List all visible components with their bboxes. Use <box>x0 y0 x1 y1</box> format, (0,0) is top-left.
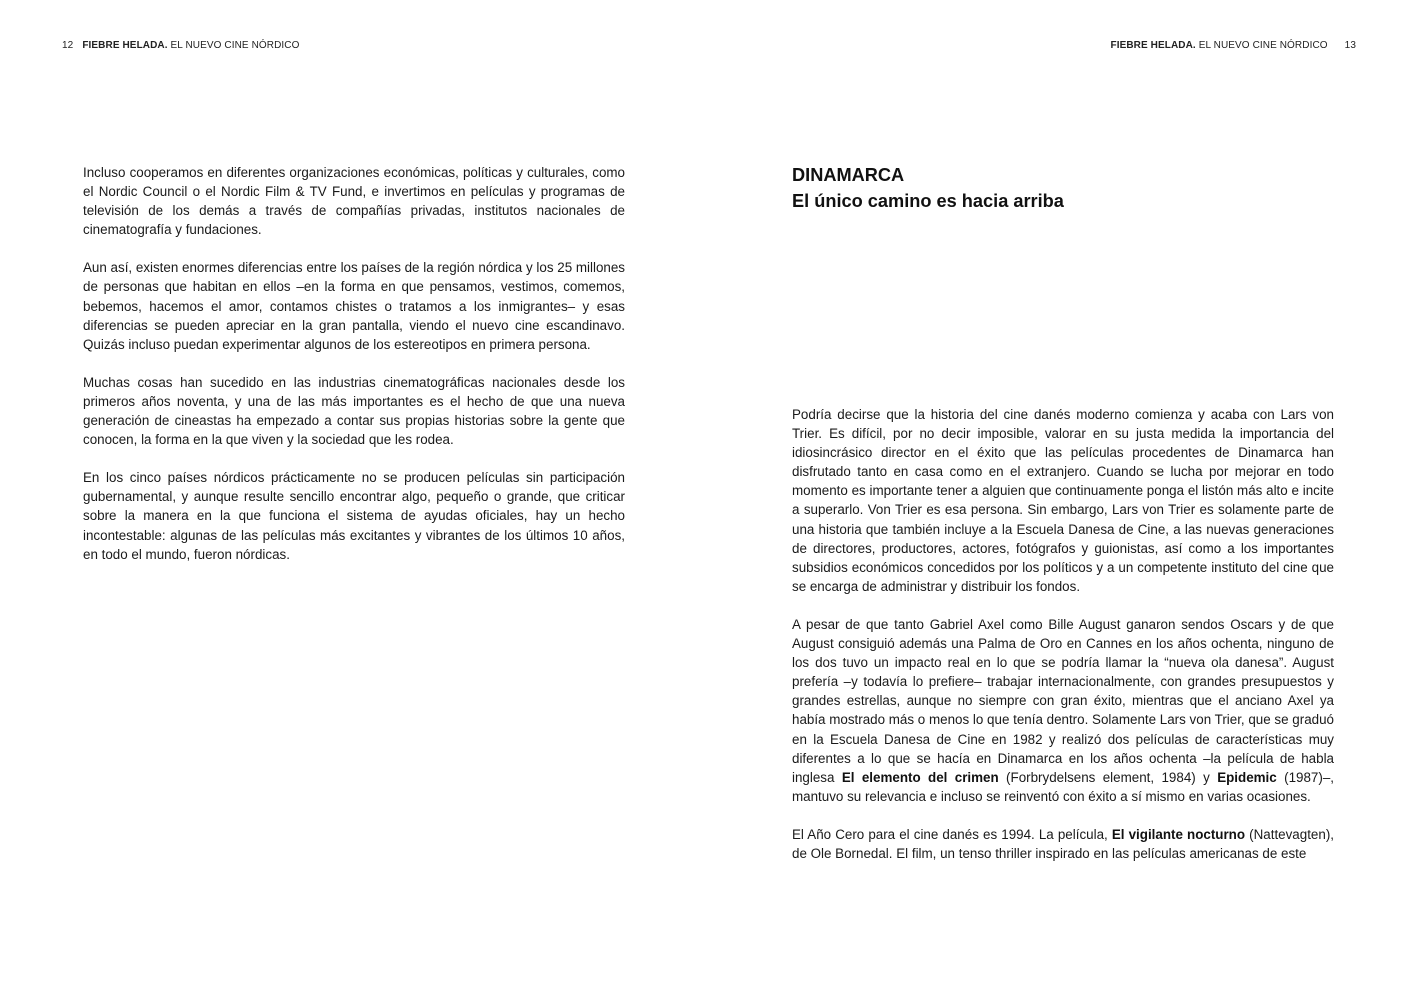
section-heading <box>792 163 1064 214</box>
book-title: FIEBRE HELADA. <box>82 40 168 51</box>
paragraph: Aun así, existen enormes diferencias entre los países de la región nórdica y los 25 millones de personas que habitan en ellos –en la forma en que pensamos, vestimos, comemos, bebemos, hacemos el amor, contamos chistes o tratamos a los inmigrantes– y esas diferencias se pueden apreciar en la gran pantalla, viendo el nuevo cine escandinavo. Quizás incluso puedan experimentar algunos de los estereotipos en primera persona. <box>83 260 625 352</box>
text-run: (1987)–, mantuvo su relevancia e incluso se reinventó con éxito a sí mismo en varias ocasiones. <box>792 769 1334 804</box>
text-run: (Forbrydelsens element, 1984) y <box>998 769 1218 785</box>
paragraph: En los cinco países nórdicos prácticamente no se producen películas sin participación gubernamental, y aunque resulte sencillo encontrar algo, pequeño o grande, que criticar sobre la manera en la que funciona el sistema de ayudas oficiales, hay un hecho incontestable: algunas de las películas más excitantes y vibrantes de los últimos 10 años, en todo el mundo, fueron nórdicas. <box>83 470 625 562</box>
page-number: 12 <box>62 40 74 51</box>
left-page-body <box>83 163 625 583</box>
paragraph: Podría decirse que la historia del cine danés moderno comienza y acaba con Lars von Trier. Es difícil, por no decir imposible, valorar en su justa medida la importancia del idiosincrásico director en el éxito que las películas procedentes de Dinamarca han disfrutado tanto en casa como en el extranjero. Cuando se lucha por mejorar en todo momento es importante tener a alguien que continuamente ponga el listón más alto e incite a superarlo. Von Trier es esa persona. Sin embargo, Lars von Trier es solamente parte de una historia que también incluye a la Escuela Danesa de Cine, a las nuevas generaciones de directores, productores, actores, fotógrafos y guionistas, así como a los importantes subsidios económicos concedidos por los políticos y a un competente instituto del cine que se encarga de administrar y distribuir los fondos. <box>792 407 1334 594</box>
book-title: FIEBRE HELADA. <box>1110 40 1196 51</box>
paragraph <box>792 825 1334 863</box>
page-number: 13 <box>1344 40 1356 51</box>
film-title: Epidemic <box>1217 769 1277 785</box>
text-run: A pesar de que tanto Gabriel Axel como Bille August ganaron sendos Oscars y de que August consiguió además una Palma de Oro en Cannes en los años ochenta, ninguno de los dos tuvo un impacto real en lo que se podría llamar la “nueva ola danesa”. August prefería –y todavía lo prefiere– trabajar internacionalmente, con grandes presupuestos y grandes estrellas, aunque no siempre con gran éxito, mientras que el anciano Axel ya había mostrado más o menos lo que tenía dentro. Solamente Lars von Trier, que se graduó en la Escuela Danesa de Cine en 1982 y realizó dos películas de características muy diferentes a lo que se hacía en Dinamarca en los años ochenta –la película de habla inglesa <box>792 616 1334 785</box>
right-page-body <box>792 405 1334 882</box>
text-run: El Año Cero para el cine danés es 1994. La película, <box>792 826 1112 842</box>
section-subtitle: El único camino es hacia arriba <box>792 190 1064 211</box>
film-title: El elemento del crimen <box>841 769 999 785</box>
film-title: El vigilante nocturno <box>1111 826 1246 842</box>
paragraph: Muchas cosas han sucedido en las industrias cinematográficas nacionales desde los primeros años noventa, y una de las más importantes es el hecho de que una nueva generación de cineastas ha empezado a contar sus propias historias sobre la gente que conocen, la forma en la que viven y la sociedad que les rodea. <box>83 374 625 448</box>
section-title: DINAMARCA <box>792 165 905 185</box>
book-subtitle: EL NUEVO CINE NÓRDICO <box>170 40 300 51</box>
paragraph <box>792 615 1334 806</box>
book-subtitle: EL NUEVO CINE NÓRDICO <box>1198 40 1328 51</box>
running-head-left <box>62 40 300 52</box>
running-head-right <box>1111 40 1357 52</box>
paragraph: Incluso cooperamos en diferentes organizaciones económicas, políticas y culturales, como el Nordic Council o el Nordic Film & TV Fund, e invertimos en películas y programas de televisión de los demás a través de compañías privadas, institutos nacionales de cinematografía y fundaciones. <box>83 165 625 238</box>
text-run: (Nattevagten), de Ole Bornedal. El film, un tenso thriller inspirado en las películas americanas de este <box>792 826 1334 861</box>
